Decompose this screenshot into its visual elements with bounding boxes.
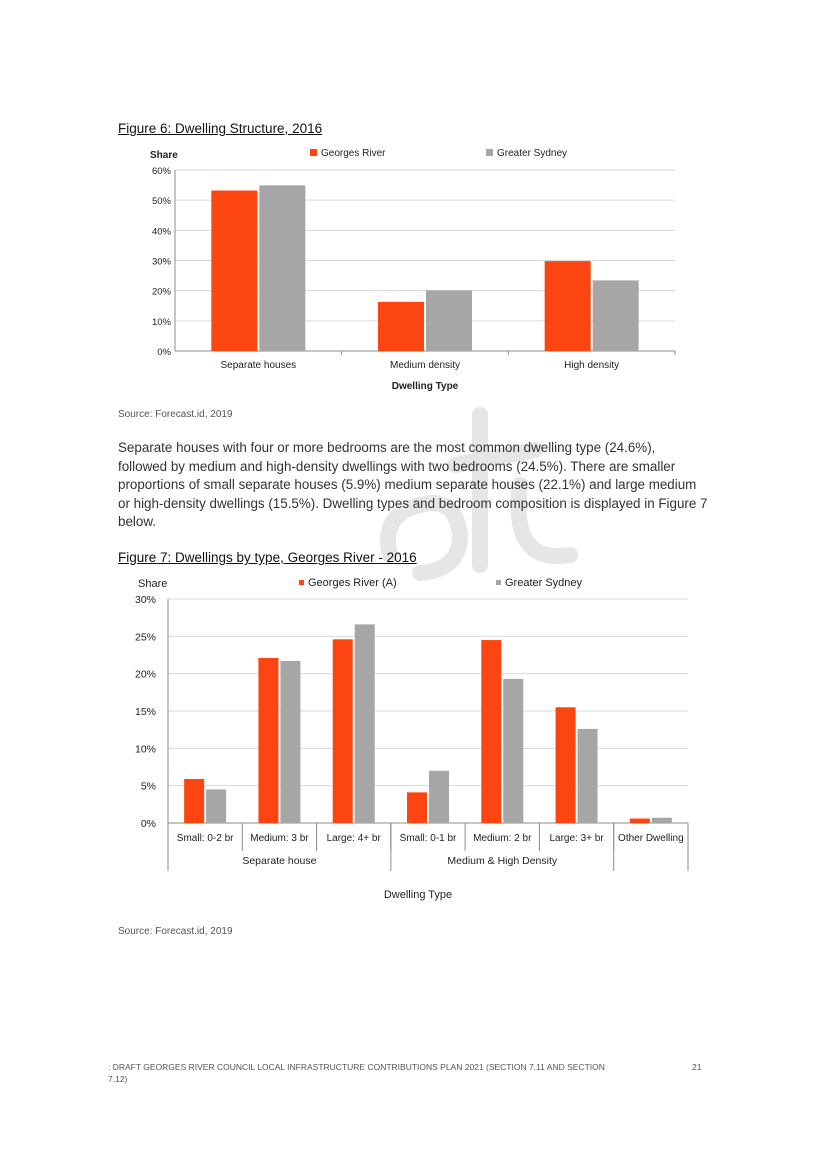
y-tick-label: 10% bbox=[151, 316, 171, 328]
group-label: Medium & High Density bbox=[447, 855, 558, 867]
group-label: Separate house bbox=[242, 855, 317, 867]
x-tick-label: Large: 3+ br bbox=[549, 833, 604, 844]
x-tick-label: Small: 0-1 br bbox=[399, 833, 457, 844]
bar bbox=[333, 639, 353, 823]
y-tick-label: 20% bbox=[151, 286, 171, 298]
x-tick-label: Medium: 3 br bbox=[250, 833, 309, 844]
bar bbox=[556, 707, 576, 823]
paragraph-line: below. bbox=[118, 514, 156, 530]
bar bbox=[545, 261, 591, 351]
y-tick-label: 50% bbox=[151, 196, 171, 208]
bar bbox=[578, 729, 598, 823]
x-tick-label: Other Dwelling bbox=[618, 833, 684, 844]
footer-title: : DRAFT GEORGES RIVER COUNCIL LOCAL INFRASTRUCTURE CONTRIBUTIONS PLAN 2021 (SECTION 7.11 AND SECTION bbox=[108, 1062, 605, 1072]
y-tick-label: 20% bbox=[134, 668, 156, 681]
legend-swatch bbox=[486, 149, 493, 156]
legend-label: Greater Sydney bbox=[505, 577, 583, 589]
bar bbox=[259, 185, 305, 351]
figure-6-caption: Figure 6: Dwelling Structure, 2016 bbox=[118, 121, 323, 136]
legend-label: Georges River (A) bbox=[308, 577, 397, 589]
bar bbox=[280, 661, 300, 823]
legend-label: Greater Sydney bbox=[497, 148, 568, 159]
bar bbox=[503, 679, 523, 823]
y-tick-label: 30% bbox=[151, 256, 171, 268]
bar bbox=[378, 302, 424, 351]
x-axis-label: Dwelling Type bbox=[391, 381, 459, 392]
y-tick-label: 0% bbox=[140, 818, 156, 830]
bar bbox=[426, 290, 472, 351]
paragraph-line: or high-density dwellings (15.5%). Dwelling types and bedroom composition is displayed in Figure 7 bbox=[118, 495, 708, 511]
x-tick-label: Separate houses bbox=[220, 360, 297, 371]
paragraph-line: proportions of small separate houses (5.9%) medium separate houses (22.1%) and large medium bbox=[118, 477, 697, 493]
x-tick-label: Medium density bbox=[389, 360, 461, 371]
x-tick-label: Medium: 2 br bbox=[473, 833, 532, 844]
paragraph-line: followed by medium and high-density dwellings with two bedrooms (24.5%). There are smaller bbox=[118, 458, 676, 474]
bar bbox=[481, 640, 501, 823]
y-axis-label: Share bbox=[150, 150, 178, 161]
dwellings-by-type-chart bbox=[118, 570, 698, 910]
bar bbox=[429, 771, 449, 823]
y-tick-label: 25% bbox=[134, 631, 156, 644]
x-axis-label: Dwelling Type bbox=[383, 889, 453, 901]
y-tick-label: 30% bbox=[134, 594, 156, 606]
legend-swatch bbox=[299, 580, 304, 585]
y-axis-label: Share bbox=[138, 578, 168, 590]
bar bbox=[652, 818, 672, 823]
x-tick-label: Small: 0-2 br bbox=[176, 833, 234, 844]
y-tick-label: 40% bbox=[151, 226, 171, 238]
bar bbox=[355, 624, 375, 823]
x-tick-label: High density bbox=[564, 360, 620, 371]
dwelling-structure-chart bbox=[130, 140, 690, 400]
page-footer bbox=[108, 1061, 668, 1085]
y-tick-label: 10% bbox=[134, 743, 156, 756]
body-paragraph bbox=[118, 439, 718, 532]
bar bbox=[630, 819, 650, 823]
legend-swatch bbox=[496, 580, 501, 585]
bar bbox=[593, 280, 639, 351]
paragraph-line: Separate houses with four or more bedrooms are the most common dwelling type (24.6%), bbox=[118, 440, 656, 455]
footer-title-continued: 7.12) bbox=[108, 1074, 128, 1084]
figure-6-source: Source: Forecast.id, 2019 bbox=[118, 409, 233, 420]
legend-swatch bbox=[310, 149, 317, 156]
y-tick-label: 60% bbox=[151, 166, 171, 177]
bar bbox=[211, 191, 257, 351]
y-tick-label: 0% bbox=[157, 347, 171, 358]
figure-7-source: Source: Forecast.id, 2019 bbox=[118, 926, 233, 937]
figure-7-caption: Figure 7: Dwellings by type, Georges River - 2016 bbox=[118, 550, 417, 565]
bar bbox=[184, 779, 204, 823]
legend-label: Georges River bbox=[321, 148, 386, 159]
bar bbox=[206, 789, 226, 823]
bar bbox=[258, 658, 278, 823]
page-number: 21 bbox=[692, 1062, 702, 1072]
x-tick-label: Large: 4+ br bbox=[326, 833, 381, 844]
y-tick-label: 5% bbox=[140, 780, 156, 793]
y-tick-label: 15% bbox=[134, 706, 156, 718]
bar bbox=[407, 792, 427, 823]
